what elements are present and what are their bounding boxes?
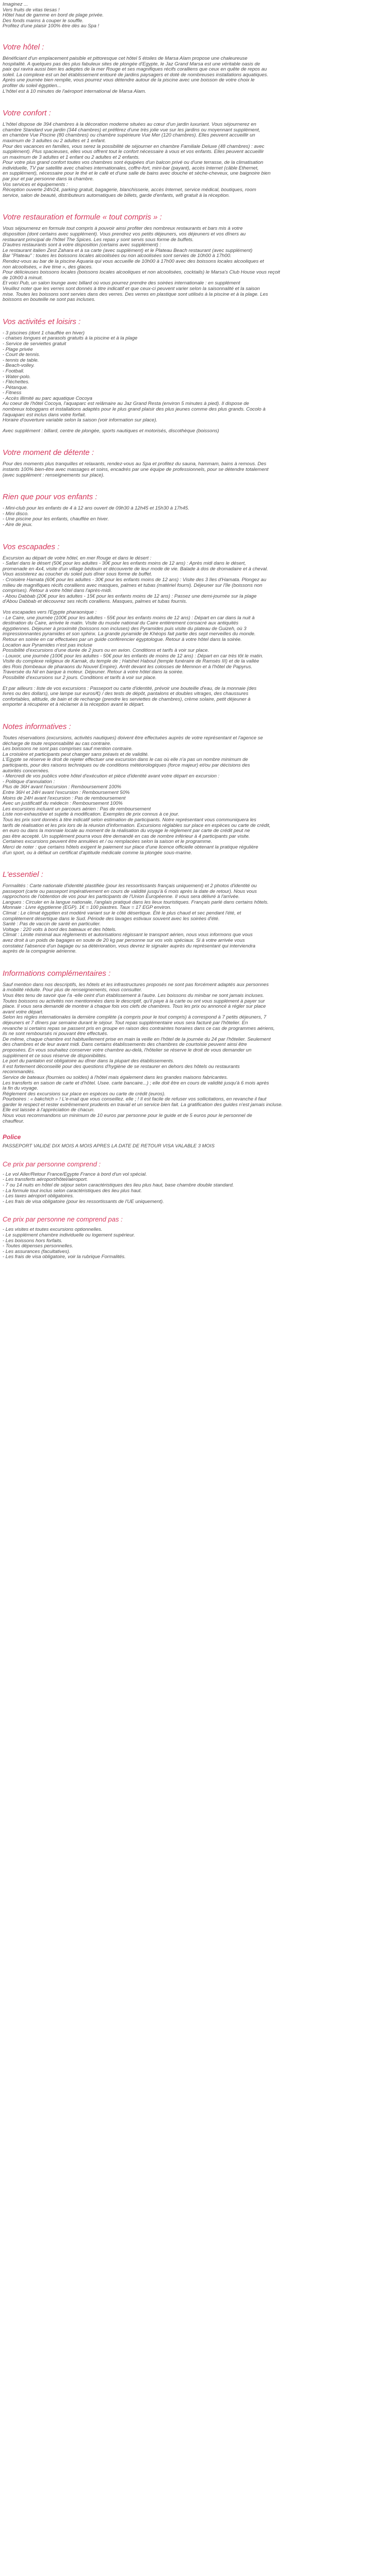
section-text-line: Elle est laissée à l'appréciation de chacun. [3,1107,95,1113]
section-text-line: Moins de 24H avant l'excursion : Pas de remboursement [3,795,126,801]
section-text-line: garder le respect et rester extrêmement prudents en travail et un service bien fait. La gratification des guides n'est jamais incluse. [3,1101,283,1108]
section-text-line: soleil. La complexe est un bel établissement entouré de jardins paysagers et doté de nombreuses installations aquatiques. [3,72,268,78]
price-includes-item: - Les transferts aéroport/hôtel/aéroport. [3,1177,88,1183]
sections-container [3,43,386,1124]
section-text-line: Nous vous recommandons un minimum de 10 euros par personne pour le guide et de 5 euros pour le personnel de [3,1113,252,1119]
section-text-line: L'hôtel dispose de 394 chambres à la décoration moderne situées au cœur d'un jardin luxuriant. Vous séjournerez en [3,122,256,128]
section-text-line: boissons en bouteille ne sont pas incluses. [3,297,96,303]
section-text-line: à mobilité réduite. Pour plus de renseignements, nous consulter. [3,987,142,993]
section-text-line: autorités concernées. [3,768,50,774]
section-text-line: constatez l'absence d'un bagage ou sa détérioration, vous devrez le signaler auprès du représentant qui interviendra [3,943,256,949]
section-text-line: destination du Caire, arrivée le matin. Visite du musée national du Caire entièrement consacré aux antiquités [3,620,239,626]
section-text-line: Pour votre plus grand confort toutes vos chambres sont équipées d'un balcon privé ou d'une terrasse, de la climatisation [3,160,264,166]
section-2 [3,213,386,302]
section-text-line: - chaises longues et parasols gratuits à la piscine et à la plage [3,335,138,342]
section-text-line: - Mini-club pour les enfants de 4 à 12 ans ouvert de 09h30 à 12h45 et 15h30 à 17h45. [3,505,189,512]
section-1 [3,109,386,198]
section-text-line: Possibilité d'excursions sur 2 jours. Conditions et tarifs à voir sur place. [3,675,157,681]
section-text-line: non alcoolisées, « live time », des glaces. [3,264,93,270]
section-8 [3,870,386,955]
section-text-line: De même, chaque chambre est habituellement prise en main la veille en l'hôtel de la journée du 24 par l'hôtelier. Seulement [3,1036,271,1042]
price-includes-list [3,1172,386,1205]
section-text-line: Pourboires : « bakchich » ! L'e-mail que vous conseillez. elle ; ! Il est facile de refuser vos sollicitations, en revanche il faut [3,1096,267,1103]
section-5 [3,493,386,528]
price-excludes-item: - Les frais de visa obligatoire, voir la rubrique Formalités. [3,1254,126,1260]
section-heading: Vos escapades : [3,542,60,551]
section-text-line: recommandés. [3,1069,35,1075]
section-heading: Votre confort : [3,109,51,118]
section-text-line: - Court de tennis. [3,352,40,358]
section-text-line: Climat : Le climat égyptien est modéré variant sur le côté désertique. Été le plus chaud et sec pendant l'été, et [3,910,241,917]
section-heading: Informations complémentaires : [3,969,111,978]
section-text-line: Pour délicieuses boissons locales (boissons locales alcooliques et non alcoolisées, cocktails) le Marsa's Club House vous reçoit [3,269,280,276]
section-text-line: - Service de serviettes gratuit [3,341,67,347]
section-text-line: livres ou des dollars), une lampe sur euros/€) / des tests de dépôt, pantalons et doubles vitrages, des chaussures [3,691,249,697]
section-text-line: Réglement des excursions sur place en espèces ou carte de crédit (euros). [3,1091,166,1097]
document-body [0,0,391,1276]
price-excludes-section [3,1215,386,1260]
section-text-line: Santé : Pas de vaccin de santé en particulier. [3,921,101,927]
section-text-line: Il est fortement déconseillé pour des questions d'hygiène de se restaurer en dehors des hôtels ou restaurants [3,1063,240,1070]
section-text-line: proposées. En vous souhaitez conserver votre chambre au-delà, l'hôtelier se réserve le droit de vous demander un [3,1047,252,1053]
section-text-line: profiter du soleil égyptien... [3,82,61,89]
section-text-line: - Croisière Hamata (60€ pour les adultes - 30€ pour les enfants moins de 12 ans) : Visite des 3 îles d'Hamata. Plongez au [3,577,267,583]
section-text-line: nombreux toboggans et installations adaptés pour le plus grand plaisir des plus jeunes comme des plus grands. Cocolo à [3,406,266,413]
section-text-line: Merci de noter : que certains hôtels exigent le paiement sur place d'une licence officielle obtenant la pratique régulière [3,844,258,850]
section-text-line: - Aire de jeux. [3,522,33,528]
section-text-line: Climat : Limite minimal aux règlements et autorisations régissant le transport aérien, nous vous informons que vous [3,932,253,938]
section-text-line: - Football. [3,368,25,374]
section-text-line: supplément et ce sous réserve de disponibilités. [3,1053,107,1059]
section-text-line: - Abou Dabbab (20€ pour les adultes - 15€ pour les enfants moins de 12 ans) : Passez une demi-journée sur la plage [3,593,257,599]
section-text-line: décharge de toute responsabilité au cas contraire. [3,740,111,747]
section-text-line: individuelle, TV par satellite avec chaînes internationales, coffre-fort, mini-bar (payant), accès Internet (câble Ethernet, [3,165,259,171]
section-text-line: - Le Caire, une journée (100€ pour les adultes - 55€ pour les enfants moins de 12 ans) : Départ en car dans la nuit à [3,615,255,621]
section-text-line: - Mini disco. [3,511,29,517]
section-text-line: d'un sport, ou à défaut un certificat d'aptitude médicale comme la plongée sous-marine. [3,850,192,856]
section-text-line: Excursion au départ de votre hôtel, en mer Rouge et dans le désert : [3,555,152,561]
section-4 [3,448,386,478]
section-text-line: Langues : Circuler en la langue nationale, l'anglais pratiqué dans les lieux touristiques. Français parlé dans certains hôtels. [3,899,269,905]
section-text-line: passeport (carte ou passeport impérativement en cours de validité jusqu'à 6 mois après la date de retour). Nous vous [3,888,257,894]
section-text-line: rapprochons de l'obtention de vos pour les participants de l'Union Européenne. Il vous sera délivré à l'arrivée. [3,894,240,900]
intro-block [3,2,386,29]
section-text-line: avez droit à un poids de bagages en soute de 20 kg par personne sur vos vols spéciaux. Si à votre arrivée vous [3,938,245,944]
section-heading: Vos activités et loisirs : [3,317,81,326]
section-text-line: revanche si certains repas se passent pris en groupe en raison des contraintes horaires dans ce cas de programmes aériens, [3,1025,275,1031]
section-text-line: Selon les règles internationales la dernière complète (a compris pour le tout compris) à correspond à 7 petits déjeuners, 7 [3,1014,267,1021]
section-text-line: - Pétanque. [3,384,28,391]
section-text-line: comprises). Retour à votre hôtel dans l'après-midi. [3,588,112,594]
section-6 [3,543,386,708]
section-text-line: Toutes boissons ou activités non mentionnées dans le descriptif, qu'il paye à la carte ou ont vous supplément à payer sur [3,998,265,1004]
section-text-line: de 10h00 à minuit. [3,275,43,281]
section-text-line: la fin du voyage. [3,1086,39,1092]
section-text-line: service, salon de beauté, distributeurs automatiques de billets, garde d'enfants, wifi gratuit à la réception. [3,192,230,198]
section-0 [3,43,386,94]
price-includes-item: - Le vol Aller/Retour France/Egypte France à bord d'un vol spécial. [3,1171,147,1177]
section-text-line: en supplément), nécessaire pour le thé et le café et d'une salle de bains avec douche et sèche-cheveux, une baignoire bien [3,171,271,177]
section-text-line: - Mercredi de vos publics votre hôtel d'exécution et pièce d'identité avant votre départ en excursion : [3,773,220,779]
section-9 [3,969,386,1124]
price-excludes-item: - Toutes dépenses personnelles. [3,1243,73,1249]
section-text-line: - Beach-volley. [3,363,35,369]
price-excludes-item: - Les assurances (facultatives). [3,1248,71,1255]
section-text-line: Vous êtes tenu de savoir que l'a -elle ceint d'un établissement à l'autre. Les boissons du minibar ne sont jamais incluses. [3,993,264,998]
section-text-line: en euro ou dans la monnaie locale au moment de la réalisation du voyage le règlement par carte de crédit peut ne [3,828,250,834]
section-text-line: Horaire d'ouverture variable selon la saison (voir information sur place). [3,417,158,423]
section-text-line: Le port du pantalon est obligatoire au dîner dans la plupart des établissements. [3,1058,174,1064]
price-excludes-item: - Les visites et toutes excursions optionnelles. [3,1227,103,1233]
section-text-line: Avec supplément : billard, centre de plongée, sports nautiques et motorisés, discothèque (boissons) [3,428,219,434]
section-text-line: Toutes réservations (excursions, activités nautiques) doivent être effectuées auprès de votre représentant et l'agence se [3,735,263,741]
section-text-line: des Rois (tombeaux de pharaons du Nouvel Empire). Arrêt devant les colosses de Memnon et à l'hôtel de Papyrus. [3,664,253,670]
intro-line: Profitez d'une plaisir 100% être dès au Spa ! [3,23,100,29]
section-text-line: complètement désertique dans le Sud. Période des lavages estivaux souvent avec les soirées d'été. [3,916,220,922]
section-text-line: Visite du complexe religieux de Karnak, du temple de ; Hatshet Haboul (temple funéraire de Ramsès III) et de la vallée [3,658,259,665]
section-7 [3,722,386,856]
section-text-line: Voltage : 220 volts à bord des bateaux et des hôtels. [3,926,117,933]
section-text-line: maximum de 3 adultes ou 2 adultes et 1 enfant. [3,138,106,144]
intro-line: Des fonds marins à couper le souffle. [3,18,84,24]
section-text-line: Formalités : Carte nationale d'identité plastifiée (pour les ressortissants français uniquement) et 2 photos d'identité ou [3,883,257,889]
intro-line: Imaginez ... [3,2,28,7]
intro-line: Hôtel haut de gamme en bord de plage privée. [3,12,104,19]
police-heading: Police [3,1133,21,1141]
section-text-line: - Politique d'annulation : [3,778,55,785]
section-text-line: chauffeur. [3,1118,24,1124]
section-text-line: Au coeur de l'hôtel Cocoya, l'aquaparc est relâmaire au Jaz Grand Resta (environ 5 minutes à pied). Il dispose de [3,401,249,407]
section-text-line: Les excursions incluant un parcours aérien : Pas de remboursement [3,806,151,812]
section-text-line: La croisière et participants peut changer sans préavis et de validité. [3,751,149,757]
section-text-line: - Une piscine pour les enfants, chauffée en hiver. [3,516,109,522]
section-text-line: Monnaie : Livre égyptienne (EGP). 1€ = 100 piastres. Taux = 17 EGP environ. [3,905,172,911]
section-text-line: Entre 36H et 24H avant l'excursion : Remboursement 50% [3,789,130,795]
section-text-line: place. Il vous sera demandé de montrer à chaque fois vos clefs de chambres. Tous les prix ou annoncé à régler sur place [3,1004,266,1010]
section-text-line: Vous assisterez au coucher du soleil puis dîner sous forme de buffet. [3,571,153,578]
section-text-line: impressionnantes pyramides et son sphinx. La grande pyramide de Khéops fait partie des sept merveilles du monde. [3,631,256,637]
section-text-line: des chambres et de leur avant midi. Dans certains établissements des chambres de courtoisie peuvent ainsi être [3,1042,247,1048]
section-text-line: D'autres restaurants sont à votre disposition (certains avec supplément) : [3,242,161,248]
section-heading: Votre moment de détente : [3,448,94,457]
section-text-line: milieu de magnifiques récifs coralliens avec masques, palmes et tubas (matériel fourni). Déjeuner sur l'île (boissons non [3,582,263,588]
section-text-line: avant votre départ. [3,1009,44,1015]
section-text-line: par jour et par personne dans la chambre. [3,176,94,182]
section-heading: Notes informatives : [3,722,71,732]
section-text-line: Tous les prix sont donnés à titre indicatif selon estimation de participants. Notre représentant vous communiquera les [3,817,256,823]
section-text-line: Vos services et équipements : [3,181,68,188]
section-text-line: promenade en 4x4, visite d'un village bédouin et découverte de leur mode de vie. Balade à dos de dromadaire et à cheval. [3,566,268,572]
price-includes-item: - 7 ou 14 nuits en hôtel de séjour selon caractéristiques des lieu plus haut, base chambre double standard. [3,1182,234,1189]
price-includes-heading: Ce prix par personne comprend : [3,1160,101,1168]
section-text-line: participants, pour des raisons techniques ou de conditions météorologiques (force majeur) et/ou par décisions des [3,762,250,768]
section-text-line: - Plage privée [3,346,33,352]
section-text-line: (avec supplément : renseignements sur place). [3,472,105,478]
section-text-line: - Water-polo. [3,374,31,380]
section-text-line: Service de bateaux (fournies ou soldes) à l'hôtel mais également dans les grandes maisons fabricantes. [3,1074,228,1080]
section-text-line: restaurant principal de l'hôtel The Spices. Les repas y sont servis sous forme de buffets. [3,236,194,243]
section-text-line: - Louxor, une journée (100€ pour les adultes - 50€ pour les enfants de moins de 12 ans) : Départ en car très tôt le matin. [3,653,264,659]
section-heading: L'essentiel : [3,870,43,879]
section-3 [3,317,386,434]
section-text-line: Avec un justificatif du médecin : Remboursement 100% [3,801,123,807]
section-text-line: - tennis de table. [3,357,39,363]
section-text-line: d'Abou Dabbab et découvrez ses récifs coralliens. Masques, palmes et tubas fournis. [3,599,187,605]
section-text-line: Bénéficiant d'un emplacement paisible et pittoresque cet hôtel 5 étoiles de Marsa Alam propose une chaleureuse [3,55,248,61]
section-text-line: Et par ailleurs : liste de vos excursions : Passeport ou carte d'identité, prévoir une bouteille d'eau, de la monnaie (des [3,685,257,691]
section-text-line: un maximum de 3 adultes et 1 enfant ou 2 adultes et 2 enfants. [3,154,140,160]
section-text-line: chambre Standard vue jardin (344 chambres) et préférez d'une très jolie vue sur les jardins ou moyennant supplément, [3,127,260,133]
section-text-line: supplément). Plus spacieuses, elles vous offrent tout le confort nécessaire à vous et vos enfants. Elles peuvent accueillir [3,149,264,155]
section-text-line: - Fléchettes. [3,379,30,385]
section-text-line: Rendez-vous au bar de la piscine Aquaria qui vous accueille de 10h00 à 17h00 avec des boissons locales alcooliques et [3,259,264,264]
section-text-line: instants 100% bien-être avec massages et soins, encadrés par une équipe de professionnels, pour se détendre totalement [3,467,269,473]
section-text-line: mise. Toutes les boissons sont servies dans des verres. Des verres en plastique sont utilisés à la piscine et à la plage. Les [3,291,268,297]
section-text-line: disposition (dont certains avec supplément). Vous prendrez vos petits déjeuners, vos déjeuners et vos dîners au [3,231,246,238]
section-text-line: Sauf mention dans nos descriptifs, les hôtels et les infrastructures proposés ne sont pas forcément adaptés aux personnes [3,981,269,988]
section-text-line: hospitalité. A quelques pas des plus fabuleux sites de plongée d'Egypte, le Jaz Grand Marsa est une véritable oasis de [3,61,260,67]
price-includes-section [3,1160,386,1205]
section-text-line: Plus de 36H avant l'excursion : Remboursement 100% [3,784,121,790]
section-text-line: emporter à récupérer et à réclamer à la réception avant le départ. [3,702,145,708]
price-includes-item: - Les taxes aéroport obligatoires. [3,1193,74,1199]
section-text-line: L'hôtel est à 10 minutes de l'aéroport international de Marsa Alam. [3,88,146,94]
section-text-line: l'aquaparc est inclus dans votre forfait. [3,412,86,418]
section-text-line: confortables, altitude, de bain et de rechange (prendre les serviettes de chambres), crème solaire, petit déjeuner à [3,696,251,702]
section-text-line: Bar "Plateau" : toutes les boissons locales alcoolisées ou non alcoolisées sont servies de 10h00 à 17h00. [3,253,232,259]
intro-line: Vers fruits de vitas tiesas ! [3,7,60,13]
section-text-line: L'Egypte se réserve le droit de rejeter effectuer une excursion dans le cas où elle n'a pas un nombre minimum de [3,757,248,763]
section-text-line: Réception ouverte 24h/24, parking gratuit, bagagerie, blanchisserie, accès Internet, service médical, boutiques, room [3,187,256,193]
section-text-line: en chambre Vue Piscine (80 chambres) ou chambre supérieure Vue Mer (120 chambres). Elles peuvent accueillir un [3,132,255,139]
section-heading: Votre restauration et formule « tout compris » : [3,213,162,222]
section-heading: Rien que pour vos enfants : [3,493,97,502]
price-includes-item: - La formule tout inclus selon caractéristiques des lieu plus haut. [3,1188,142,1194]
section-text-line: - Safari dans le désert (50€ pour les adultes - 30€ pour les enfants moins de 12 ans) : Après midi dans le désert, [3,561,246,567]
section-text-line: ils ne sont remboursés ni pouvant être effectués. [3,1031,108,1037]
section-text-line: Liste non-exhaustive et sujette à modification. Exemples de prix connus à ce jour. [3,811,180,818]
section-text-line: Les transferts en saison de carte et d'hôtel. Usee. carte bancaire...) ; elle doit être en cours de validité jusqu'à 6 mois après [3,1080,269,1086]
price-excludes-item: - Les boissons hors forfaits. [3,1238,63,1244]
price-excludes-list [3,1227,386,1260]
section-text-line: Retour en soirée en car effectuées par un guide conférencier égyptologue. Retour à votre hôtel dans la soirée. [3,636,242,642]
section-text-line: Traversée du Nil en barque à moteur. Déjeuner. Retour à votre hôtel dans la soirée. [3,669,184,675]
price-excludes-item: - Le supplément chambre individuelle ou logement supérieur. [3,1232,135,1238]
section-text-line: Veuillez noter que les verres sont donnés à titre indicatif et que ceux-ci peuvent varier selon la saisonnalité et la saison [3,285,260,292]
price-includes-item: - Les frais de visa obligatoire (pour les ressortissants de l'UE uniquement). [3,1198,164,1205]
section-text-line: Vos escapades vers l'Egypte pharaonique : [3,609,97,615]
section-text-line: - Accès illimité au parc aquatique Cocoya [3,395,92,401]
section-text-line: - 3 piscines (dont 1 chauffée en hiver) [3,330,85,336]
section-text-line: Location aux Pyramides n'est pas incluse [3,642,92,648]
section-text-line: Vous séjournerez en formule tout compris à pouvoir ainsi profiter des nombreux restaurants et bars mis à votre [3,226,243,232]
section-text-line: Certaines excursions peuvent être annulées et / ou remplacées selon la saison et le programme. [3,839,213,845]
section-text-line: Après une journée bien remplie, vous pourrez vous détendre autour de la piscine avec une boisson de votre choix le [3,77,255,83]
police-section [3,1132,386,1149]
section-text-line: tarifs de réalisation et les prix lors de la réunion d'information. Excursions réglables sur place en espèces ou carte de crédit, [3,822,271,828]
police-text: PASSEPORT VALIDE DIX MOIS A MOIS APRES LA DATE DE RETOUR VISA VALABLE 3 MOIS [3,1143,215,1149]
section-text-line: pas être accepté. Un supplément pourra vous être demandé en cas de nombre inférieur à 4 participants par visite. [3,833,250,839]
section-text-line: égyptiennes. Déjeuner à proximité (boissons non incluses) des Pyramides puis visite du plateau de Guizeh, où 3 [3,625,247,632]
section-text-line: déjeuners et 7 dîners par semaine durant le séjour. Tout repas supplémentaire vous sera facturé par l'hôtelier. En [3,1020,248,1026]
section-text-line: Et voici Pub, un salon lounge avec billard où vous pourrez prendre des soirées internationale : en supplément [3,280,240,286]
price-excludes-heading: Ce prix par personne ne comprend pas : [3,1215,123,1224]
section-text-line: Le restaurant italien Zest Zahara et à sa carte (avec supplément) et le Plateau Beach restaurant (avec supplément) [3,247,253,253]
section-text-line: Les boissons ne sont pas comprises sauf mention contraire. [3,746,133,752]
section-text-line: Pour des moments plus tranquilles et relaxants, rendez-vous au Spa et profitez du sauna, hammam, bains à remous. Des [3,461,267,467]
section-text-line: - Fitness [3,390,22,396]
section-heading: Votre hôtel : [3,42,44,52]
section-text-line: paix qui ravira aussi bien les adeptes de la mer Rouge et ses magnifiques récifs coralliens que ceux en quête de repos au [3,66,267,73]
section-text-line: Possibilité d'excursions d'une durée de 2 jours ou en avion. Conditions et tarifs à voir sur place. [3,648,209,654]
section-text-line: auprès de la compagnie aérienne. [3,948,77,955]
section-text-line: Pour des vacances en familles, vous serez la possibilité de séjourner en chambre Familiale Deluxe (48 chambres) : avec [3,143,265,149]
